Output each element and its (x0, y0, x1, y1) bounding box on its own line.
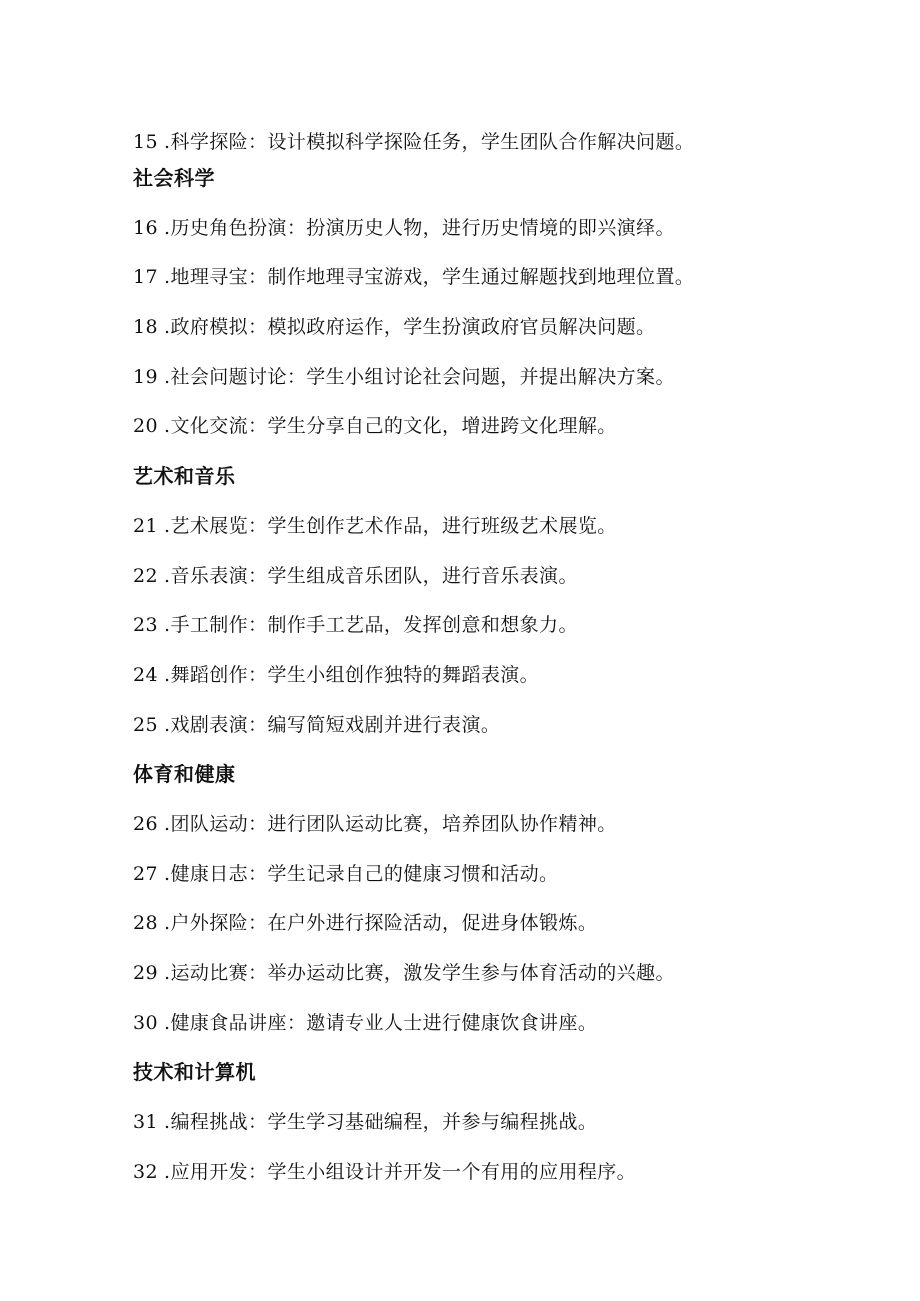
item-number: 22 (133, 565, 158, 587)
item-number: 20 (133, 415, 158, 437)
item-title: 社会问题讨论 (170, 366, 287, 388)
item-dot: . (163, 565, 171, 587)
item-title: 政府模拟 (170, 316, 249, 338)
item-colon: ： (248, 515, 268, 537)
item-dot: . (163, 1012, 171, 1034)
section-heading: 艺术和音乐 (133, 464, 236, 488)
list-item (133, 128, 893, 156)
item-number: 28 (133, 912, 158, 934)
item-description: 设计模拟科学探险任务，学生团队合作解决问题。 (267, 131, 695, 153)
item-dot: . (163, 366, 171, 388)
item-description: 编写简短戏剧并进行表演。 (267, 714, 501, 736)
item-title: 手工制作 (170, 614, 249, 636)
item-number: 26 (133, 813, 158, 835)
list-item (133, 512, 893, 540)
item-number: 23 (133, 614, 158, 636)
item-number: 27 (133, 863, 158, 885)
list-item (133, 860, 893, 888)
item-title: 科学探险 (170, 131, 249, 153)
item-colon: ： (248, 565, 268, 587)
item-colon: ： (248, 1161, 268, 1183)
list-item (133, 263, 893, 291)
item-number: 25 (133, 714, 158, 736)
item-description: 制作地理寻宝游戏，学生通过解题找到地理位置。 (267, 266, 695, 288)
item-number: 15 (133, 131, 158, 153)
item-colon: ： (248, 912, 268, 934)
item-number: 16 (133, 217, 158, 239)
list-item (133, 1108, 893, 1136)
item-title: 文化交流 (170, 415, 249, 437)
item-colon: ： (248, 614, 268, 636)
item-dot: . (163, 266, 171, 288)
item-colon: ： (286, 366, 307, 388)
item-number: 31 (133, 1111, 158, 1133)
item-description: 学生创作艺术作品，进行班级艺术展览。 (267, 515, 617, 537)
item-title: 编程挑战 (170, 1111, 249, 1133)
item-colon: ： (248, 962, 268, 984)
list-item (133, 661, 893, 689)
list-item (133, 412, 893, 440)
item-dot: . (163, 962, 171, 984)
list-item (133, 1009, 893, 1037)
item-description: 邀请专业人士进行健康饮食讲座。 (306, 1012, 598, 1034)
item-description: 学生组成音乐团队，进行音乐表演。 (267, 565, 578, 587)
list-item (133, 959, 893, 987)
item-description: 学生学习基础编程，并参与编程挑战。 (267, 1111, 598, 1133)
item-title: 戏剧表演 (170, 714, 249, 736)
item-title: 历史角色扮演 (170, 217, 287, 239)
list-item (133, 1158, 893, 1186)
item-colon: ： (248, 266, 268, 288)
item-colon: ： (286, 217, 307, 239)
item-dot: . (163, 131, 171, 153)
item-description: 举办运动比赛，激发学生参与体育活动的兴趣。 (267, 962, 675, 984)
item-number: 19 (133, 366, 158, 388)
item-colon: ： (248, 664, 268, 686)
item-description: 扮演历史人物，进行历史情境的即兴演绎。 (306, 217, 675, 239)
item-colon: ： (248, 1111, 268, 1133)
item-colon: ： (248, 714, 268, 736)
item-dot: . (163, 813, 171, 835)
list-item (133, 562, 893, 590)
item-dot: . (163, 714, 171, 736)
item-description: 制作手工艺品，发挥创意和想象力。 (267, 614, 578, 636)
item-colon: ： (248, 415, 268, 437)
section-heading: 体育和健康 (133, 762, 236, 786)
item-dot: . (163, 415, 171, 437)
item-colon: ： (248, 316, 268, 338)
item-description: 进行团队运动比赛，培养团队协作精神。 (267, 813, 617, 835)
section-heading: 社会科学 (133, 166, 215, 190)
item-title: 音乐表演 (170, 565, 249, 587)
item-number: 30 (133, 1012, 158, 1034)
item-title: 地理寻宝 (170, 266, 249, 288)
section-heading: 技术和计算机 (133, 1060, 256, 1084)
item-number: 17 (133, 266, 158, 288)
list-item (133, 810, 893, 838)
list-item (133, 909, 893, 937)
item-colon: ： (248, 863, 268, 885)
item-title: 户外探险 (170, 912, 249, 934)
list-item (133, 363, 893, 391)
item-dot: . (163, 515, 171, 537)
item-dot: . (163, 863, 171, 885)
item-description: 学生分享自己的文化，增进跨文化理解。 (267, 415, 617, 437)
item-dot: . (163, 912, 171, 934)
item-dot: . (163, 664, 171, 686)
item-number: 29 (133, 962, 158, 984)
item-number: 24 (133, 664, 158, 686)
item-title: 健康食品讲座 (170, 1012, 287, 1034)
item-description: 学生小组创作独特的舞蹈表演。 (267, 664, 540, 686)
item-number: 18 (133, 316, 158, 338)
item-description: 学生小组讨论社会问题，并提出解决方案。 (306, 366, 675, 388)
item-dot: . (163, 1161, 171, 1183)
item-colon: ： (248, 813, 268, 835)
list-item (133, 214, 893, 242)
item-title: 应用开发 (170, 1161, 249, 1183)
item-description: 学生小组设计并开发一个有用的应用程序。 (267, 1161, 637, 1183)
item-dot: . (163, 1111, 171, 1133)
item-title: 运动比赛 (170, 962, 249, 984)
item-description: 模拟政府运作，学生扮演政府官员解决问题。 (267, 316, 656, 338)
item-title: 健康日志 (170, 863, 249, 885)
item-dot: . (163, 217, 171, 239)
item-colon: ： (286, 1012, 307, 1034)
item-title: 团队运动 (170, 813, 249, 835)
item-number: 21 (133, 515, 158, 537)
item-description: 学生记录自己的健康习惯和活动。 (267, 863, 559, 885)
item-number: 32 (133, 1161, 158, 1183)
item-title: 舞蹈创作 (170, 664, 249, 686)
list-item (133, 313, 893, 341)
item-colon: ： (248, 131, 268, 153)
list-item (133, 611, 893, 639)
item-dot: . (163, 316, 171, 338)
list-item (133, 711, 893, 739)
item-dot: . (163, 614, 171, 636)
item-description: 在户外进行探险活动，促进身体锻炼。 (267, 912, 598, 934)
item-title: 艺术展览 (170, 515, 249, 537)
